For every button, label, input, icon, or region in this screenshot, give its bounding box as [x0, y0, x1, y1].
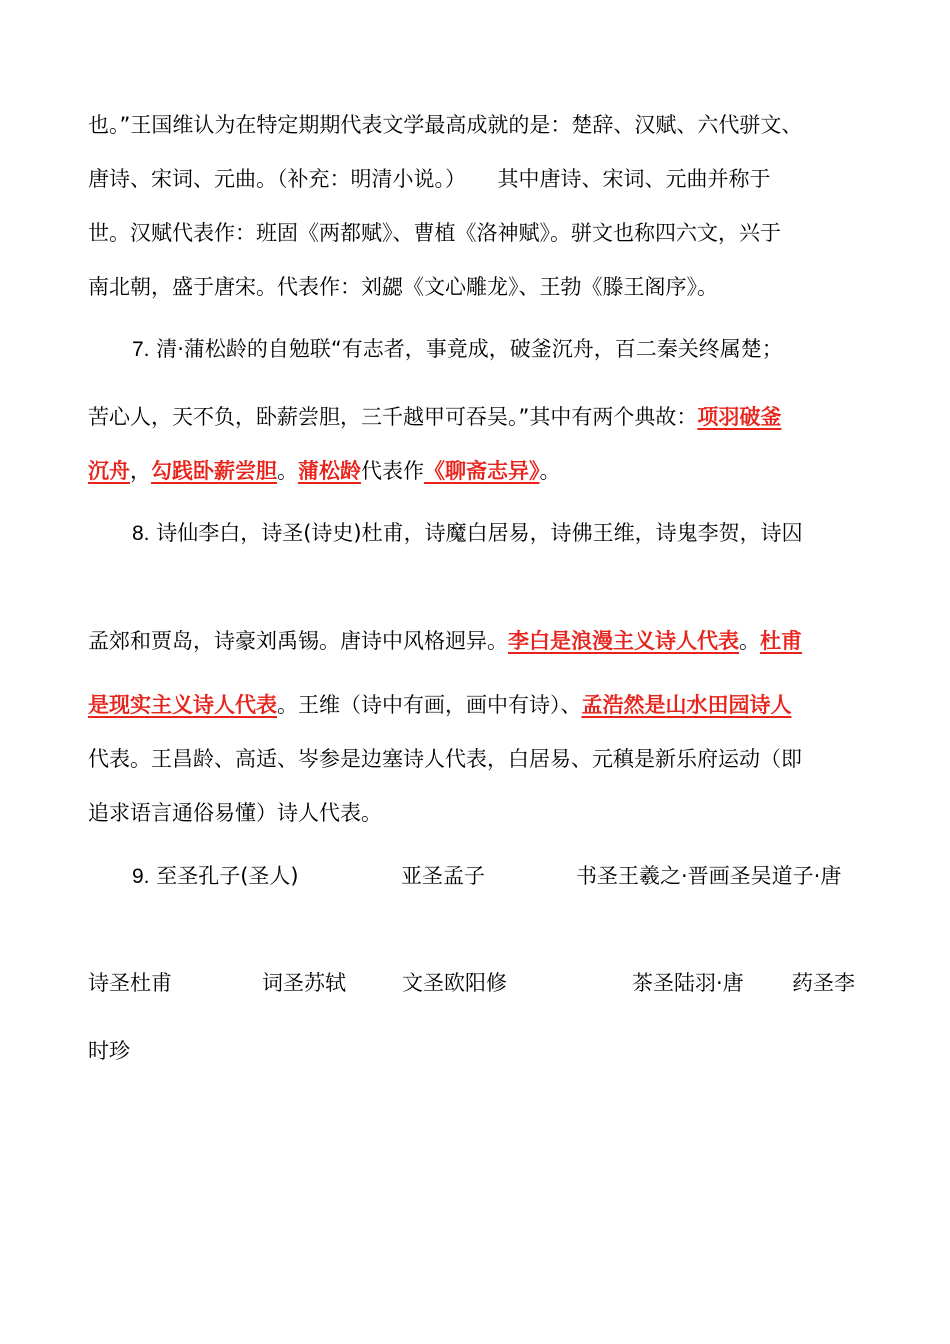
highlight-libai: 李白是浪漫主义诗人代表	[508, 629, 739, 653]
item-7-line-3	[88, 456, 561, 486]
item-7-line-2	[88, 402, 781, 432]
highlight-menghaoran: 孟浩然是山水田园诗人	[581, 693, 792, 717]
item-7-text: 清·蒲松龄的自勉联“有志者，事竟成，破釜沉舟，百二秦关终属楚；	[156, 337, 783, 361]
period-2: 。	[539, 459, 561, 483]
highlight-chenzhou: 沉舟	[88, 459, 130, 483]
saint-prose: 文圣欧阳修	[402, 971, 507, 995]
item-9-number: 9.	[132, 865, 150, 888]
saint-confucius: 至圣孔子(圣人)	[156, 864, 299, 888]
saint-calligraphy-painting: 书圣王羲之·晋画圣吴道子·唐	[576, 864, 842, 888]
p6-line-4: 南北朝，盛于唐宋。代表作：刘勰《文心雕龙》、王勃《滕王阁序》。	[88, 275, 718, 299]
item-8-text: 诗仙李白，诗圣(诗史)杜甫，诗魔白居易，诗佛王维，诗鬼李贺，诗囚	[156, 521, 803, 545]
item-7-text-3: 代表作	[361, 459, 424, 483]
item-7-text-2: 苦心人，天不负，卧薪尝胆，三千越甲可吞吴。”其中有两个典故：	[88, 405, 698, 429]
p6-line-1: 也。”王国维认为在特定期期代表文学最高成就的是：楚辞、汉赋、六代骈文、	[88, 113, 803, 137]
saint-medicine: 药圣李	[792, 971, 855, 995]
item-8-line-2	[88, 626, 802, 656]
item-8-text-2: 孟郊和贾岛，诗豪刘禹锡。唐诗中风格迥异。	[88, 629, 508, 653]
highlight-pusongling: 蒲松龄	[298, 459, 361, 483]
p6-line-2: 唐诗、宋词、元曲。（补充：明清小说。） 其中唐诗、宋词、元曲并称于	[88, 167, 771, 191]
item-8-line-5: 追求语言通俗易懂）诗人代表。	[88, 801, 382, 825]
highlight-goujian: 勾践卧薪尝胆	[151, 459, 277, 483]
saint-mencius: 亚圣孟子	[401, 864, 485, 888]
item-7-line-1	[132, 334, 783, 365]
comma: ，	[130, 459, 151, 483]
highlight-dufu: 杜甫	[760, 629, 802, 653]
item-8-line-3	[88, 690, 792, 720]
highlight-xiangyu: 项羽破釜	[697, 405, 782, 429]
item-8-line-4: 代表。王昌龄、高适、岑参是边塞诗人代表，白居易、元稹是新乐府运动（即	[88, 747, 802, 771]
item-8-line-1	[132, 518, 803, 549]
item-8-text-3: 。王维（诗中有画，画中有诗）、	[277, 693, 582, 717]
item-7-number: 7.	[132, 338, 150, 361]
highlight-liaozhai: 《聊斋志异》	[424, 459, 540, 483]
item-9-a	[132, 861, 299, 892]
period: 。	[277, 459, 298, 483]
saint-tea: 茶圣陆羽·唐	[632, 971, 744, 995]
saint-poetry: 诗圣杜甫	[88, 971, 172, 995]
highlight-realism: 是现实主义诗人代表	[88, 693, 277, 717]
period-3: 。	[739, 629, 760, 653]
saint-medicine-cont: 时珍	[88, 1039, 130, 1063]
item-8-number: 8.	[132, 522, 150, 545]
p6-line-3: 世。汉赋代表作：班固《两都赋》、曹植《洛神赋》。骈文也称四六文，兴于	[88, 221, 781, 245]
saint-ci: 词圣苏轼	[262, 971, 346, 995]
